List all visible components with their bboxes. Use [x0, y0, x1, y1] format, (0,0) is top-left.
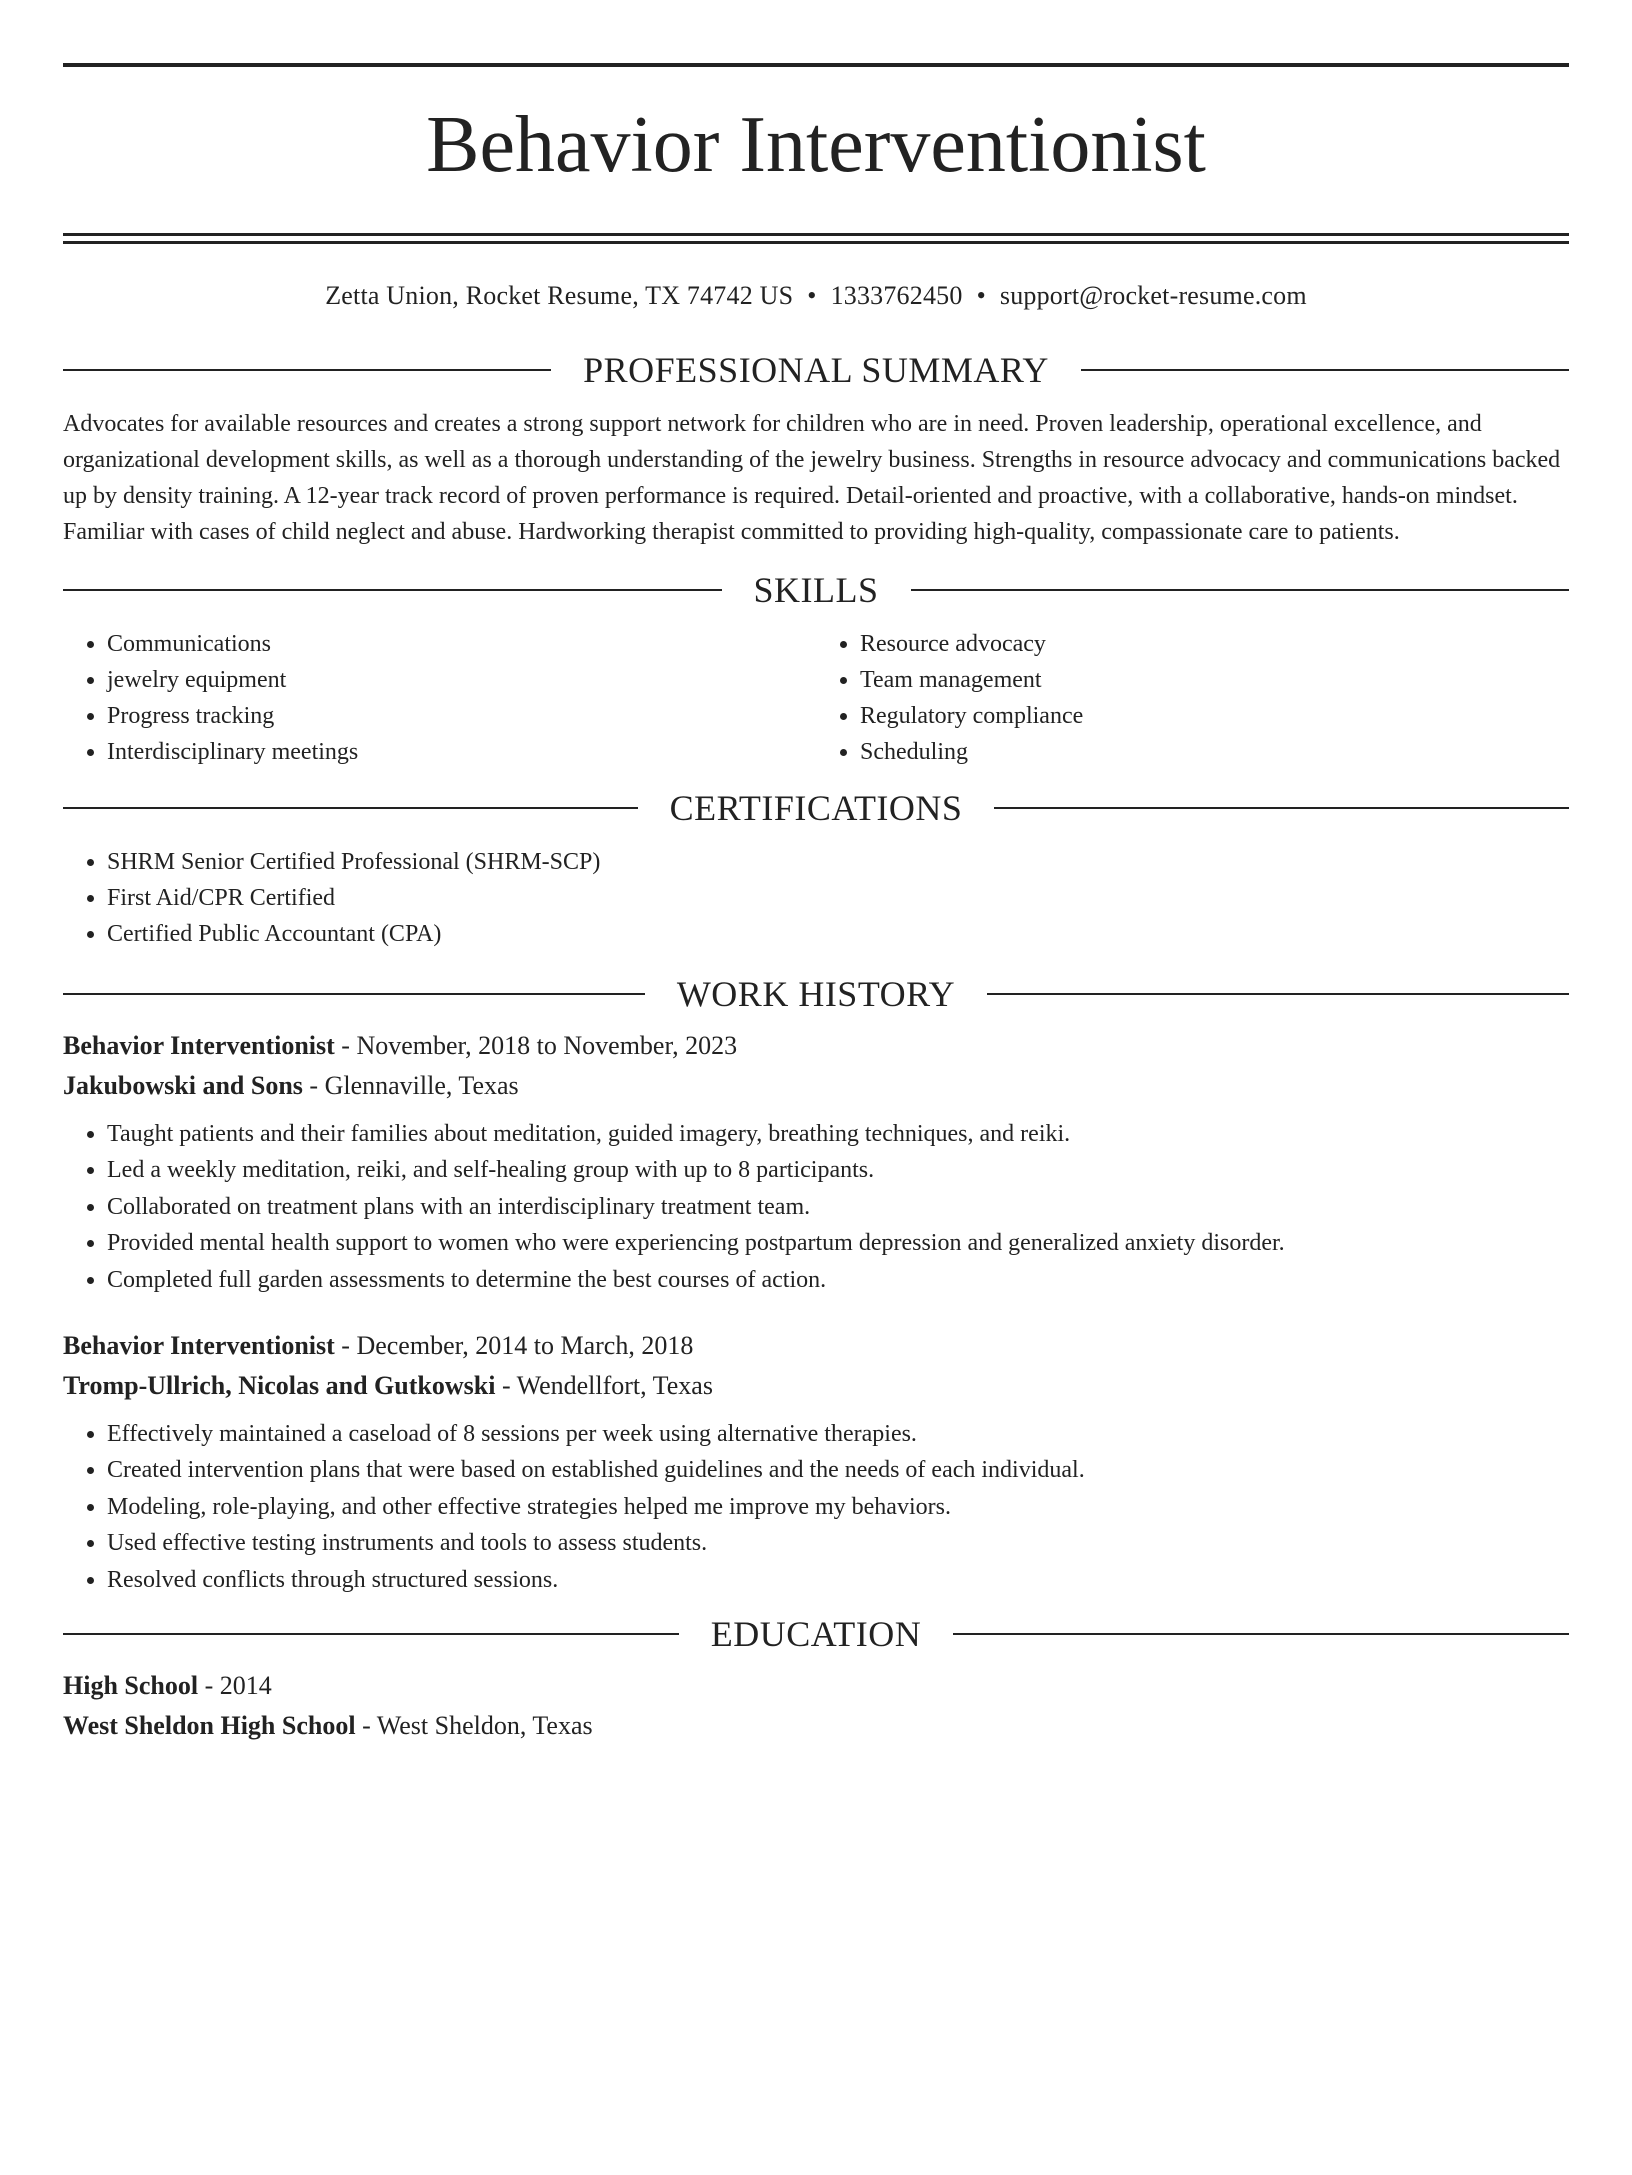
job-role: Behavior Interventionist: [63, 1331, 335, 1361]
job-company-line: [63, 1066, 1569, 1106]
section-title-work: WORK HISTORY: [676, 974, 956, 1014]
job-dates: - November, 2018 to November, 2023: [334, 1031, 738, 1060]
contact-email: support@rocket-resume.com: [999, 281, 1307, 310]
skills-column-left: [63, 626, 816, 770]
education-degree-line: [63, 1666, 1569, 1706]
contact-line: [63, 280, 1569, 312]
skills-column-right: [816, 626, 1569, 770]
page-title: Behavior Interventionist: [426, 101, 1206, 189]
skill-item: • Scheduling: [860, 734, 1569, 770]
contact-phone: 1333762450: [830, 281, 963, 310]
job-company-line: [63, 1366, 1569, 1406]
divider-line: [987, 993, 1569, 995]
divider-line: [953, 1633, 1569, 1635]
job-company: Tromp-Ullrich, Nicolas and Gutkowski: [63, 1371, 496, 1401]
divider-line: [1081, 369, 1569, 371]
skills-list: [63, 626, 1569, 770]
job-duty-item: • Led a weekly meditation, reiki, and self-healing group with up to 8 participants.: [107, 1152, 1569, 1188]
divider-line: [994, 807, 1569, 809]
job-duty-item: • Completed full garden assessments to determine the best courses of action.: [107, 1262, 1569, 1298]
divider-line: [63, 1633, 679, 1635]
summary-text: Advocates for available resources and creates a strong support network for children who are in need. Proven leadership, operational excellence, and organizational development skills, as well as a thorough understanding of the jewelry business. Strengths in resource advocacy and communications backed up by density training. A 12-year track record of proven performance is required. Detail-oriented and proactive, with a collaborative, hands-on mindset. Familiar with cases of child neglect and abuse. Hardworking therapist committed to providing high-quality, compassionate care to patients.: [63, 411, 1561, 545]
job-duty-item: • Used effective testing instruments and tools to assess students.: [107, 1525, 1569, 1561]
job-duty-item: • Created intervention plans that were based on established guidelines and the needs of each individual.: [107, 1452, 1569, 1488]
job-duty-item: • Provided mental health support to women who were experiencing postpartum depression and generalized anxiety disorder.: [107, 1225, 1569, 1261]
job-company: Jakubowski and Sons: [63, 1071, 303, 1100]
header-top-rule: [63, 63, 1569, 67]
divider-line: [911, 589, 1570, 591]
contact-address: Zetta Union, Rocket Resume, TX 74742 US: [325, 281, 794, 310]
skill-item: • jewelry equipment: [107, 662, 816, 698]
skill-item: • Communications: [107, 626, 816, 662]
contact-separator: •: [976, 281, 986, 310]
certification-item: • Certified Public Accountant (CPA): [107, 916, 1569, 952]
section-title-education: EDUCATION: [710, 1614, 922, 1655]
section-title-skills: SKILLS: [753, 570, 879, 610]
resume-page: [0, 63, 1632, 2175]
job-dates: - December, 2014 to March, 2018: [334, 1331, 694, 1361]
job-duty-item: • Taught patients and their families about meditation, guided imagery, breathing techniques, and reiki.: [107, 1116, 1569, 1152]
skill-item: • Regulatory compliance: [860, 698, 1569, 734]
section-header-certifications: [63, 786, 1569, 830]
contact-separator: •: [807, 281, 817, 310]
education-year: - 2014: [198, 1671, 272, 1701]
job-duties-list: [63, 1416, 1569, 1598]
section-title-summary: PROFESSIONAL SUMMARY: [583, 350, 1049, 390]
certification-item: • First Aid/CPR Certified: [107, 880, 1569, 916]
job-entry: [63, 1026, 1569, 1298]
job-role: Behavior Interventionist: [63, 1031, 335, 1060]
section-header-summary: [63, 348, 1569, 392]
skill-item: • Progress tracking: [107, 698, 816, 734]
header-double-rule: [63, 233, 1569, 244]
skill-item: • Interdisciplinary meetings: [107, 734, 816, 770]
section-header-education: [63, 1612, 1569, 1656]
job-duties-list: [63, 1116, 1569, 1298]
job-title-line: [63, 1326, 1569, 1366]
divider-line: [63, 589, 722, 591]
job-duty-item: • Effectively maintained a caseload of 8 sessions per week using alternative therapies.: [107, 1416, 1569, 1452]
job-duty-item: • Resolved conflicts through structured sessions.: [107, 1562, 1569, 1598]
divider-line: [63, 807, 638, 809]
education-school: West Sheldon High School: [63, 1711, 356, 1741]
job-duty-item: • Collaborated on treatment plans with an interdisciplinary treatment team.: [107, 1189, 1569, 1225]
divider-line: [63, 369, 551, 371]
education-school-line: [63, 1706, 1569, 1746]
job-duty-item: • Modeling, role-playing, and other effective strategies helped me improve my behaviors.: [107, 1489, 1569, 1525]
job-location: - Glennaville, Texas: [302, 1071, 519, 1100]
skill-item: • Team management: [860, 662, 1569, 698]
job-location: - Wendellfort, Texas: [495, 1371, 713, 1401]
section-header-skills: [63, 568, 1569, 612]
section-title-certifications: CERTIFICATIONS: [669, 788, 963, 828]
divider-line: [63, 993, 645, 995]
certifications-list: [63, 844, 1569, 952]
section-header-work: [63, 972, 1569, 1016]
job-title-line: [63, 1026, 1569, 1066]
education-location: - West Sheldon, Texas: [355, 1711, 593, 1741]
certification-item: • SHRM Senior Certified Professional (SHRM-SCP): [107, 844, 1569, 880]
skill-item: • Resource advocacy: [860, 626, 1569, 662]
job-entry: [63, 1326, 1569, 1598]
education-entry: [63, 1666, 1569, 1746]
education-degree: High School: [63, 1671, 199, 1701]
